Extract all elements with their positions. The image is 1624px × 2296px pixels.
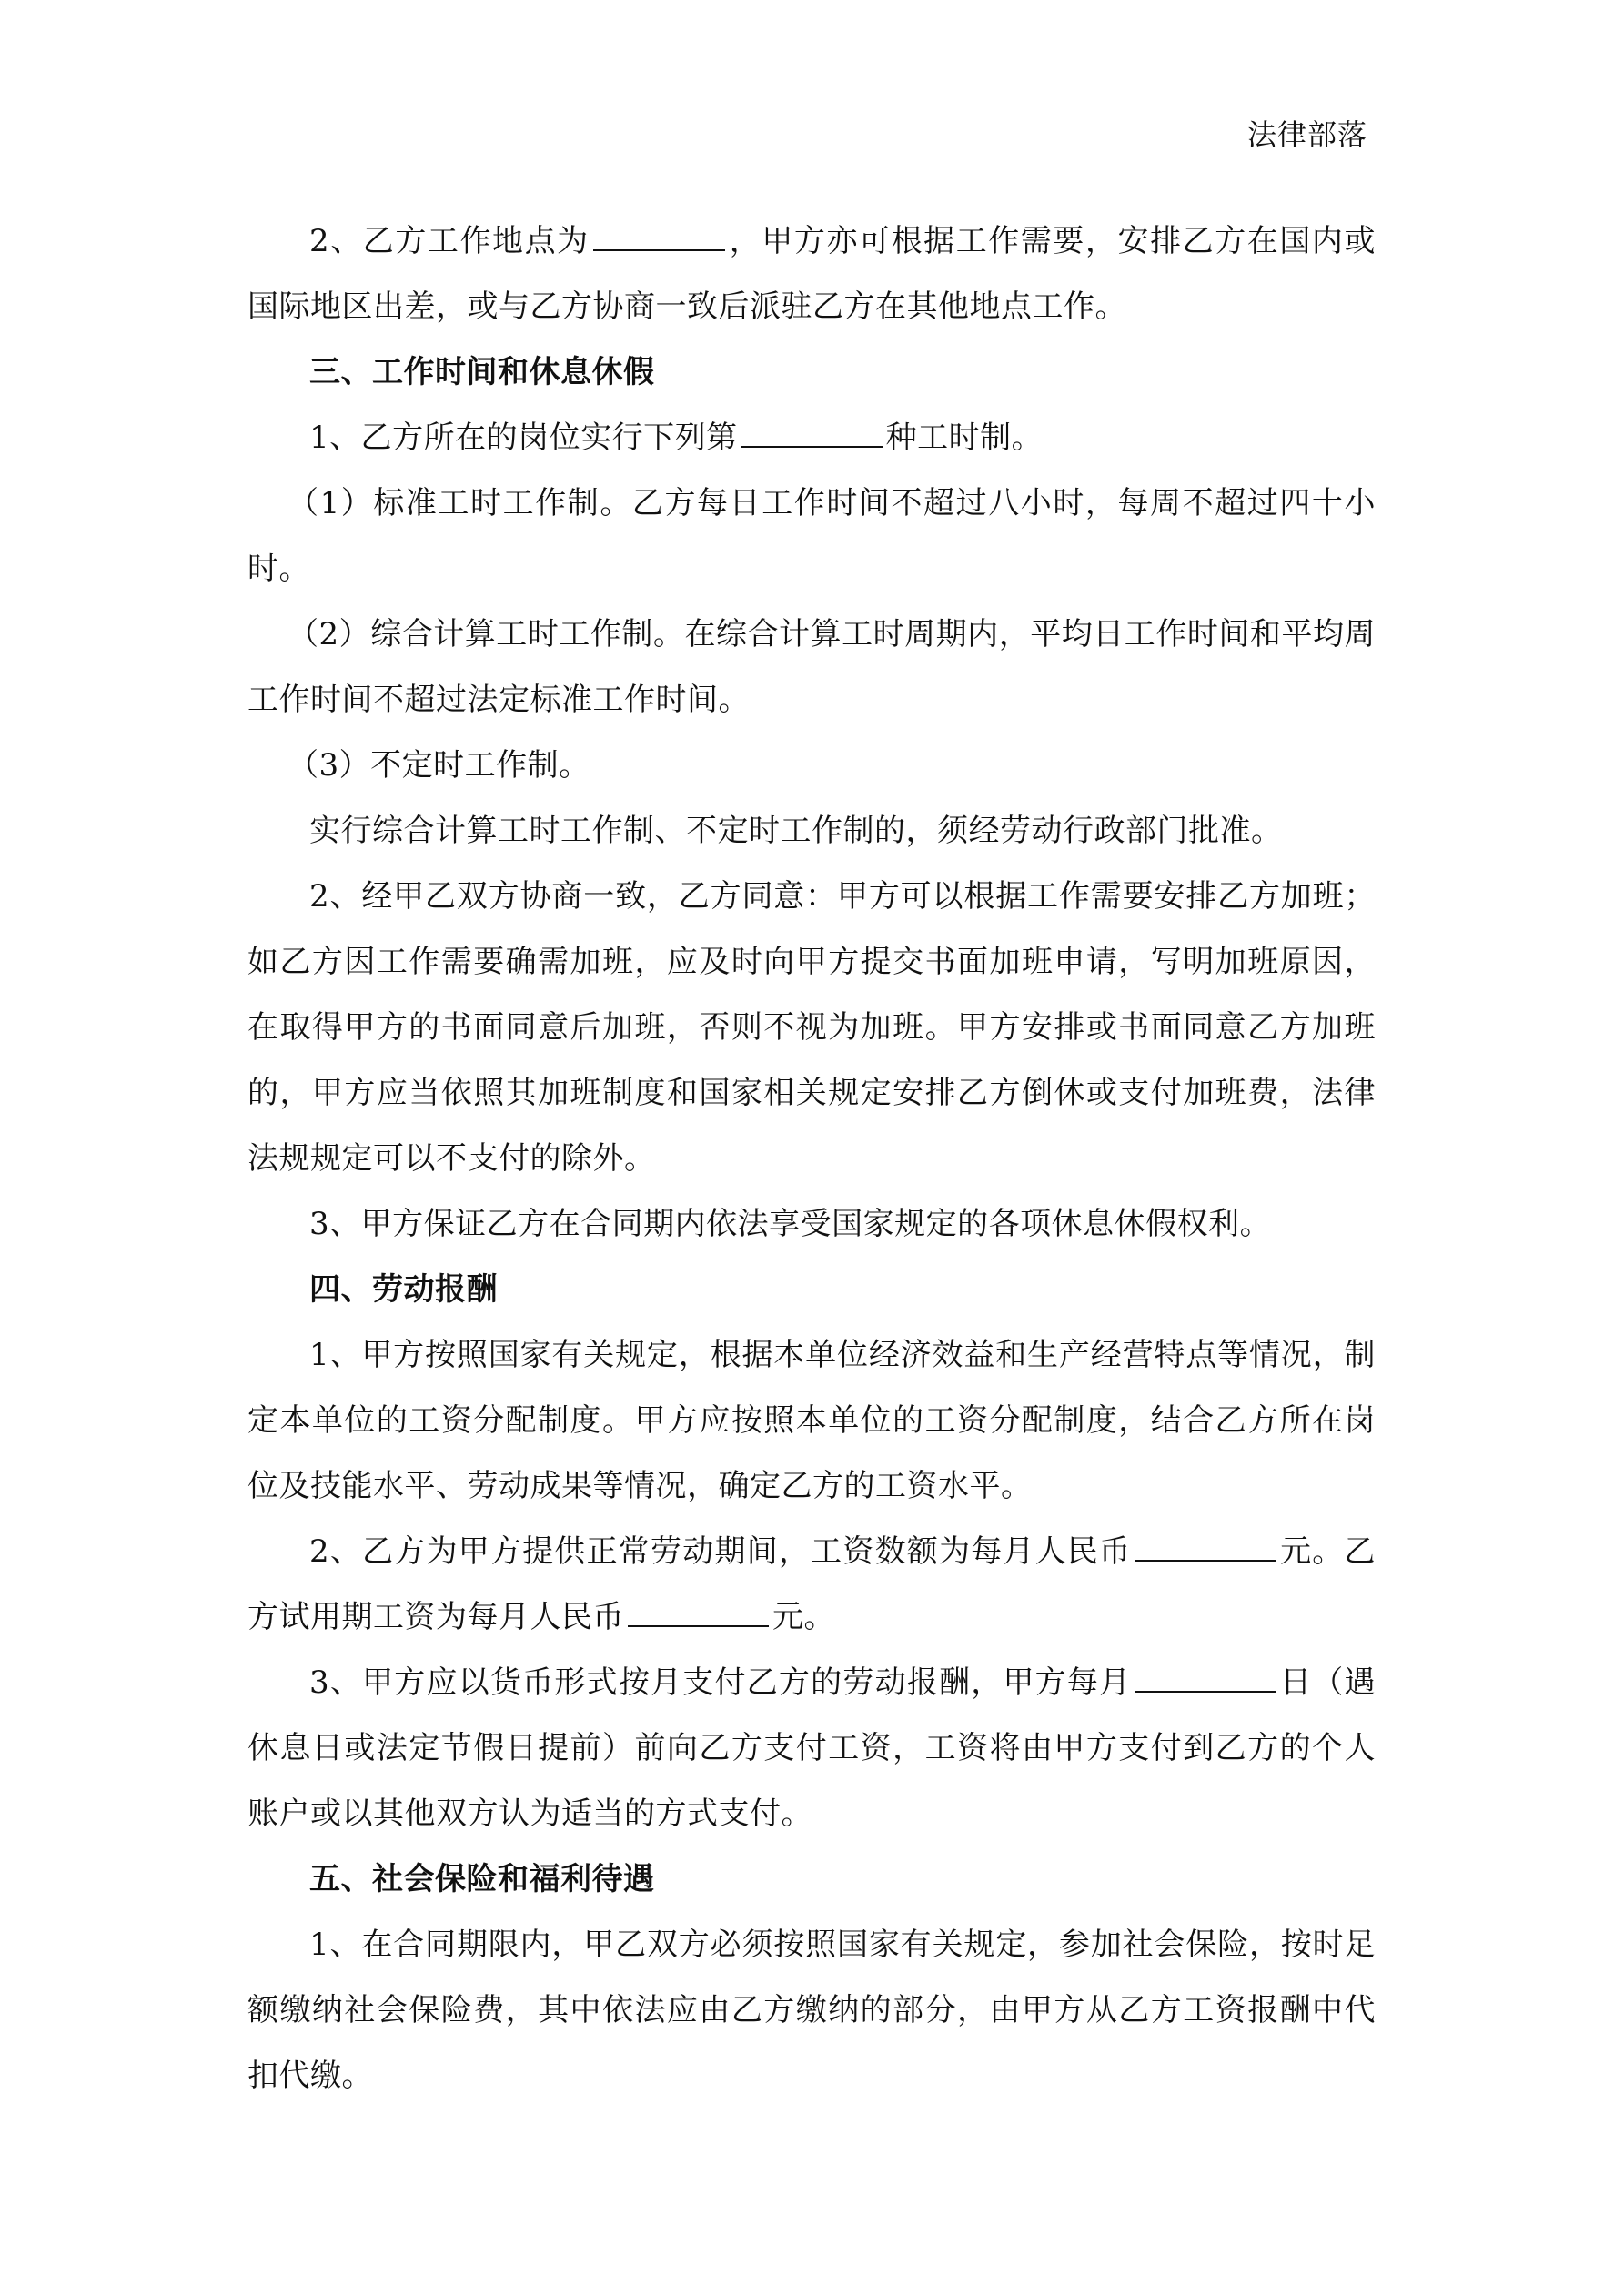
work-hours-system-blank-line [741, 419, 883, 448]
wage-amount-text-c: 元。 [772, 1599, 835, 1635]
work-location-paragraph [247, 208, 1376, 339]
pay-date-paragraph [247, 1650, 1376, 1846]
probation-wage-blank-line [628, 1598, 769, 1627]
pay-date-text-b: 日（遇休息日或法定节假日提前）前向乙方支付工资，工资将由甲方支付到乙方的个人账户或以其他双方认为适当的方式支付。 [247, 1664, 1377, 1832]
document-body [247, 208, 1376, 2109]
section-4-heading: 四、劳动报酬 [309, 1271, 498, 1308]
rest-rights-paragraph: 3、甲方保证乙方在合同期内依法享受国家规定的各项休息休假权利。 [309, 1206, 1272, 1242]
wage-amount-text-a: 2、乙方为甲方提供正常劳动期间，工资数额为每月人民币 [309, 1533, 1132, 1570]
pay-date-text-a: 3、甲方应以货币形式按月支付乙方的劳动报酬，甲方每月 [309, 1664, 1132, 1701]
approval-note: 实行综合计算工时工作制、不定时工作制的，须经劳动行政部门批准。 [309, 813, 1283, 849]
work-location-blank-line [593, 222, 725, 251]
section-3-heading: 三、工作时间和休息休假 [309, 354, 655, 390]
pay-day-blank-line [1135, 1664, 1276, 1693]
monthly-wage-blank-line [1135, 1532, 1276, 1562]
wage-system-paragraph: 1、甲方按照国家有关规定，根据本单位经济效益和生产经营特点等情况，制定本单位的工资分配制度。甲方应按照本单位的工资分配制度，结合乙方所在岗位及技能水平、劳动成果等情况，确定乙方的工资水平。 [247, 1337, 1376, 1504]
work-hours-system-text-after: 种工时制。 [885, 420, 1044, 456]
section-5-heading: 五、社会保险和福利待遇 [309, 1861, 655, 1897]
work-location-text-before: 2、乙方工作地点为 [309, 223, 590, 259]
overtime-paragraph: 2、经甲乙双方协商一致，乙方同意：甲方可以根据工作需要安排乙方加班；如乙方因工作需要确需加班，应及时向甲方提交书面加班申请，写明加班原因，在取得甲方的书面同意后加班，否则不视为加班。甲方安排或书面同意乙方加班的，甲方应当依照其加班制度和国家相关规定安排乙方倒休或支付加班费，法律法规规定可以不支付的除外。 [247, 878, 1376, 1177]
flexible-hours-option: （3）不定时工作制。 [287, 747, 590, 784]
work-location-text-after: ，甲方亦可根据工作需要，安排乙方在国内或国际地区出差，或与乙方协商一致后派驻乙方在其他地点工作。 [247, 223, 1376, 325]
wage-amount-paragraph [247, 1519, 1376, 1650]
page-header-title: 法律部落 [1246, 117, 1367, 152]
work-hours-system-paragraph [247, 405, 1376, 470]
social-insurance-paragraph: 1、在合同期限内，甲乙双方必须按照国家有关规定，参加社会保险，按时足额缴纳社会保险费，其中依法应由乙方缴纳的部分，由甲方从乙方工资报酬中代扣代缴。 [247, 1927, 1376, 2094]
work-hours-system-text-before: 1、乙方所在的岗位实行下列第 [309, 420, 738, 456]
wage-amount-text-b: 元。乙方试用期工资为每月人民币 [247, 1533, 1377, 1635]
standard-hours-option: （1）标准工时工作制。乙方每日工作时间不超过八小时，每周不超过四十小时。 [247, 485, 1376, 587]
comprehensive-hours-option: （2）综合计算工时工作制。在综合计算工时周期内，平均日工作时间和平均周工作时间不超过法定标准工作时间。 [247, 616, 1376, 718]
